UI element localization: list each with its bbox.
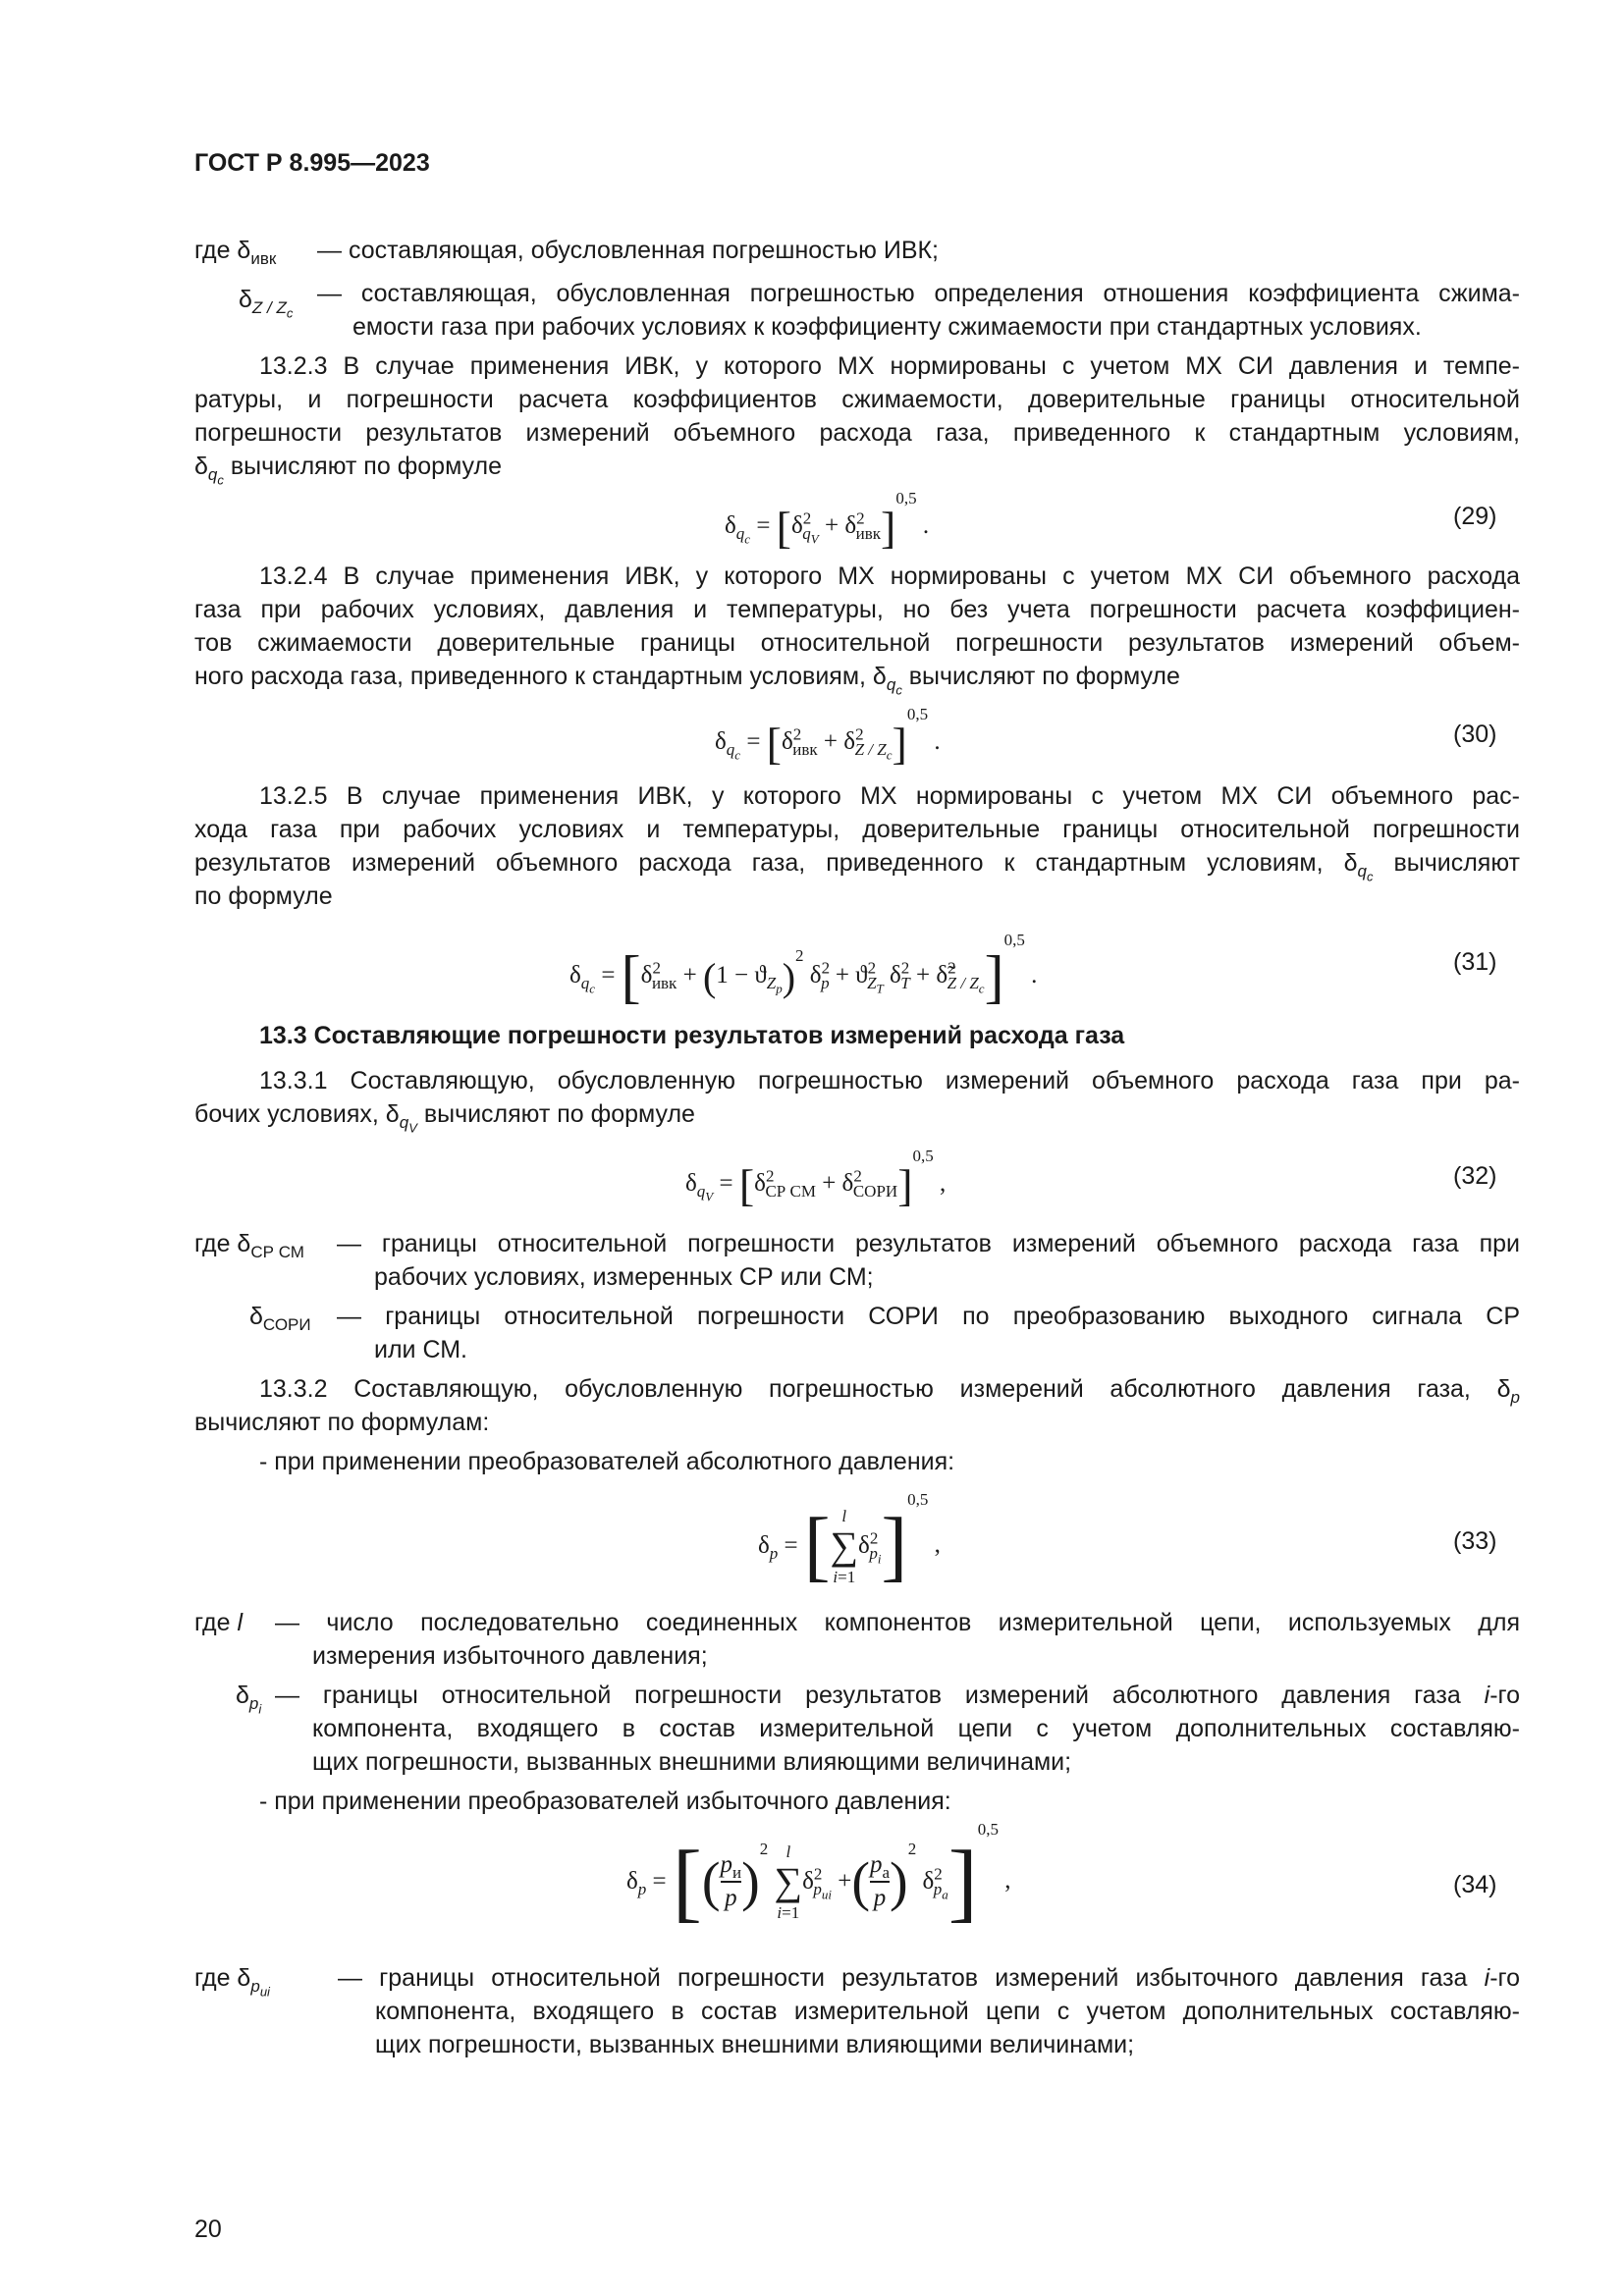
equation-34: $\delta_p = [(p_и$ p)$^2$ l ∑ $i=1\delta^2_{p_{иi}} +(p_a$ p)$^2$ $\delta^2_{p_a}]^{0,5}$ , [626,1820,1011,1931]
p1332-line-2: вычисляют по формулам: [194,1409,490,1436]
def-delta-sori-text-1: — границы относительной погрешности СОРИ по преобразованию выходного сигнала СР [337,1303,1520,1330]
p1332-line-1: 13.3.2 Составляющую, обусловленную погрешностью измерений абсолютного давления газа, $\delta_p$ [259,1375,1520,1407]
def-l-text-2: измерения избыточного давления; [312,1642,708,1670]
p1324-line-2: газа при рабочих условиях, давления и температуры, но без учета погрешности расчета коэффициен- [194,596,1520,623]
def-delta-pi: $\delta_{p_i}$ [236,1682,262,1717]
def-delta-pi-text-2: компонента, входящего в состав измерительной цепи с учетом дополнительных составляю- [312,1715,1520,1742]
def-delta-sori: $\delta_{СОРИ}$ [249,1303,311,1334]
page-number: 20 [194,2216,222,2243]
def-l: где l [194,1609,244,1636]
def-l-text-1: — число последовательно соединенных компонентов измерительной цепи, используемых для [275,1609,1520,1636]
def-delta-zzc-text-1: — составляющая, обусловленная погрешностью определения отношения коэффициента сжима- [317,280,1520,307]
equation-33: $\delta_p$ = [ l ∑ $i=1\delta^2_{p_i}]^{0,5}$ , [758,1490,941,1589]
document-header: ГОСТ Р 8.995—2023 [194,149,430,177]
def-delta-pi-text-3: щих погрешности, вызванных внешними влияющими величинами; [312,1748,1072,1776]
def-delta-srsm: где $\delta_{СР СМ}$ [194,1230,304,1261]
p1325-line-3: результатов измерений объемного расхода газа, приведенного к стандартным условиям, $\delta_{q_c}$ вычисляют [194,849,1520,884]
p1323-line-3: погрешности результатов измерений объемного расхода газа, приведенного к стандартным условиям, [194,419,1520,447]
p1324-line-1: 13.2.4 В случае применения ИВК, у которого МХ нормированы с учетом МХ СИ объемного расхода [259,562,1520,590]
equation-number-34: (34) [1453,1871,1497,1898]
def-delta-pui-text-2: компонента, входящего в состав измерительной цепи с учетом дополнительных составляю- [375,1998,1520,2025]
equation-number-29: (29) [1453,503,1497,530]
equation-number-33: (33) [1453,1527,1497,1555]
p1331-line-1: 13.3.1 Составляющую, обусловленную погрешностью измерений объемного расхода газа при ра- [259,1067,1520,1095]
section-heading-13-3: 13.3 Составляющие погрешности результатов измерений расхода газа [259,1022,1125,1049]
equation-31: $\delta_{q_c} = [\delta^2_{ивк} + (1 - ϑ_{Z_p})^2$ $\delta^2_p + ϑ^2_{Z_T}$ $\delta^2_T$ + δ̃$^2_{Z / Z_c}$]$^{0,5}$ . [569,931,1038,1009]
equation-32: $\delta_{q_V} = [\delta^2_{СР СМ} + \delta^2_{СОРИ}]^{0,5}$ , [685,1147,947,1210]
p1332-line-3: - при применении преобразователей абсолютного давления: [259,1448,955,1475]
equation-number-30: (30) [1453,721,1497,748]
p1324-line-3: тов сжимаемости доверительные границы относительной погрешности результатов измерений объем- [194,629,1520,657]
equation-29: $\delta_{q_c} = [\delta^2_{q_V} + \delta^2_{ивк}]^{0,5}$ . [725,489,930,553]
def-delta-sori-text-2: или СМ. [374,1336,468,1363]
equation-30: $\delta_{q_c} = [\delta^2_{ивк} + \delta^2_{Z / Z_c}]^{0,5}$ . [715,705,941,769]
excess-pressure-line: - при применении преобразователей избыточного давления: [259,1788,951,1815]
p1325-line-4: по формуле [194,882,333,910]
def-delta-ivk: где $\delta_{ивк}$ [194,237,277,268]
p1323-line-4: $\delta_{q_c}$ вычисляют по формуле [194,453,502,488]
p1331-line-2: бочих условиях, $\delta_{q_V}$ вычисляют по формуле [194,1100,695,1136]
def-delta-srsm-text-2: рабочих условиях, измеренных СР или СМ; [374,1263,874,1291]
p1323-line-1: 13.2.3 В случае применения ИВК, у которого МХ нормированы с учетом МХ СИ давления и темпе- [259,352,1520,380]
equation-number-32: (32) [1453,1162,1497,1190]
def-delta-zzc-text-2: емости газа при рабочих условиях к коэффициенту сжимаемости при стандартных условиях. [352,313,1422,341]
def-delta-pi-text-1: — границы относительной погрешности результатов измерений абсолютного давления газа i-го [275,1682,1521,1709]
def-delta-pui-text-3: щих погрешности, вызванных внешними влияющими величинами; [375,2031,1135,2058]
def-delta-pui: где $\delta_{p_{иi}}$ [194,1964,270,2000]
def-delta-pui-text-1: — границы относительной погрешности результатов измерений избыточного давления газа i-го [338,1964,1520,1992]
p1324-line-4: ного расхода газа, приведенного к стандартным условиям, $\delta_{q_c}$ вычисляют по формуле [194,663,1180,698]
equation-number-31: (31) [1453,948,1497,976]
p1325-line-2: хода газа при рабочих условиях и температуры, доверительные границы относительной погрешности [194,816,1520,843]
def-delta-zzc: $\delta_{Z / Z_c}$ [239,286,294,321]
def-delta-ivk-text: — составляющая, обусловленная погрешностью ИВК; [317,237,940,264]
p1325-line-1: 13.2.5 В случае применения ИВК, у которого МХ нормированы с учетом МХ СИ объемного рас- [259,782,1520,810]
def-delta-srsm-text-1: — границы относительной погрешности результатов измерений объемного расхода газа при [337,1230,1520,1257]
p1323-line-2: ратуры, и погрешности расчета коэффициентов сжимаемости, доверительные границы относительной [194,386,1520,413]
